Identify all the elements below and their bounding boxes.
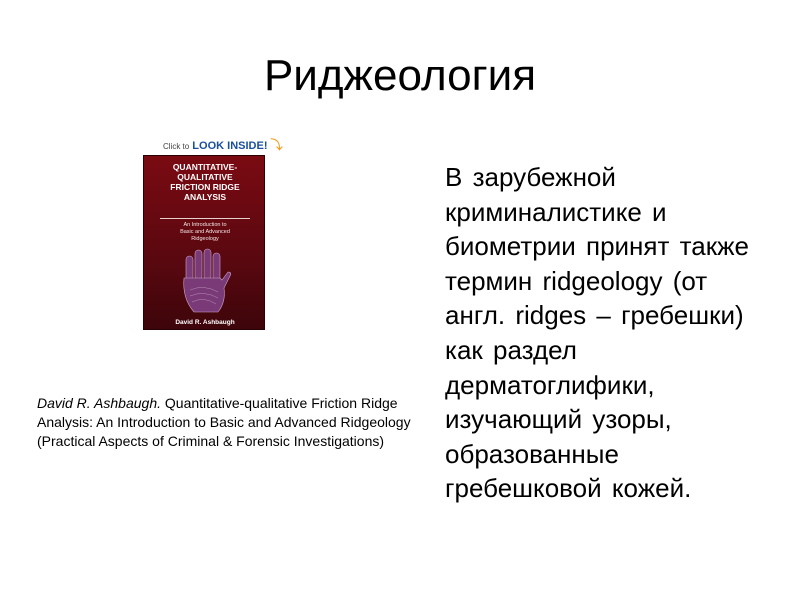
look-inside-look: LOOK [192, 140, 225, 152]
slide-title: Риджеология [263, 51, 537, 100]
palm-print-icon [172, 248, 238, 318]
cover-author: David R. Ashbaugh [175, 319, 235, 326]
book-cover-image[interactable] [143, 137, 283, 330]
look-inside-prefix: Click to [163, 142, 190, 151]
book-cover [143, 155, 265, 330]
look-inside-banner[interactable] [163, 137, 283, 153]
caption-text: Quantitative-qualitative Friction Ridge Analysis: An Introduction to Basic and Advanced Ridgeology (Practical Aspects of Criminal & Forensic Investigations) [37, 395, 411, 449]
cover-divider [160, 218, 250, 219]
cover-title: QUANTITATIVE-QUALITATIVE FRICTION RIDGE ANALYSIS [170, 162, 240, 202]
caption-author: David R. Ashbaugh. [37, 395, 161, 411]
look-inside-inside: INSIDE! [227, 140, 268, 152]
curved-arrow-icon: ⤵ [270, 138, 283, 152]
slide-body-text: В зарубежной криминалистике и биометрии принят также термин ridgeology (от англ. ridges – гребешки) как раздел дерматоглифики, изучающий узоры, образованные гребешковой кожей. [445, 162, 749, 504]
book-caption [37, 394, 427, 451]
cover-subtitle: An Introduction to Basic and Advanced Ridgeology [180, 222, 230, 242]
